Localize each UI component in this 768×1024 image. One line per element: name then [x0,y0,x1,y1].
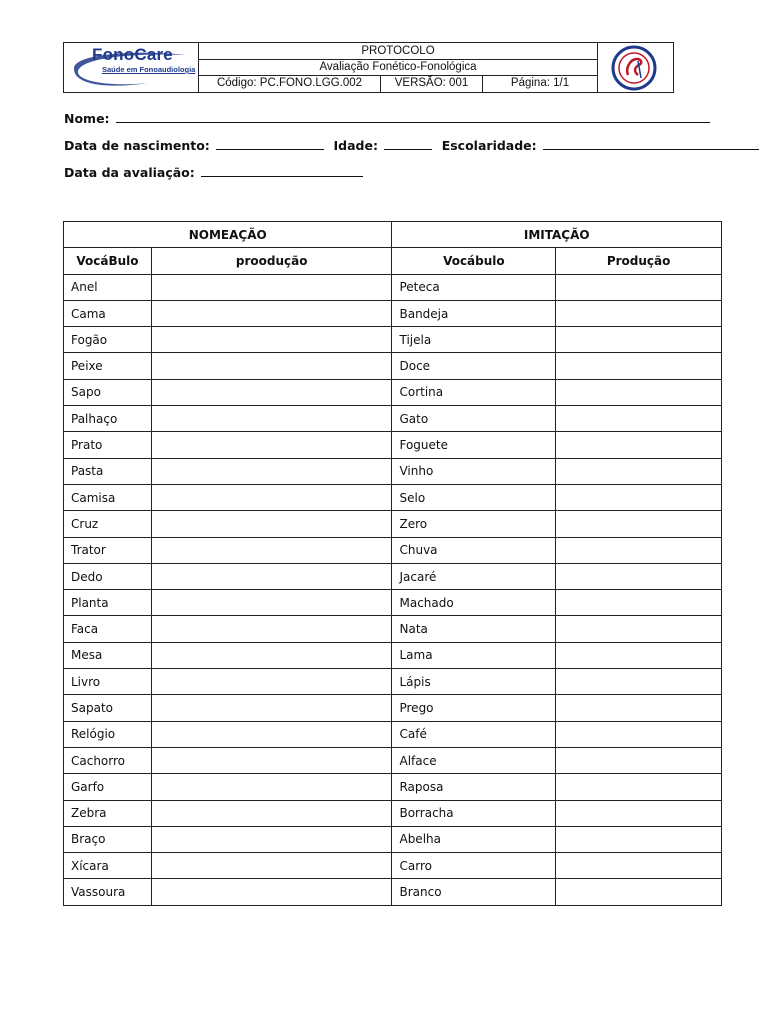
vocabulo-left-cell: Relógio [64,721,152,747]
column-header-row [64,248,722,274]
vocabulo-right-cell: Gato [392,406,556,432]
vocabulo-right-cell: Vinho [392,458,556,484]
vocabulo-left-cell: Fogão [64,327,152,353]
producao-left-cell[interactable] [151,300,392,326]
vocabulo-left-cell: Cruz [64,511,152,537]
vocabulo-left-cell: Palhaço [64,406,152,432]
vocabulo-right-cell: Lápis [392,669,556,695]
producao-right-cell[interactable] [556,379,722,405]
col-header-producao-left: proodução [151,248,392,274]
table-row [64,616,722,642]
protocol-code: Código: PC.FONO.LGG.002 [199,75,381,92]
vocabulo-right-cell: Peteca [392,274,556,300]
producao-right-cell[interactable] [556,879,722,905]
vocabulo-right-cell: Chuva [392,537,556,563]
table-row [64,853,722,879]
birth-row [64,138,759,153]
nascimento-input-line[interactable] [216,138,324,150]
vocabulo-right-cell: Selo [392,484,556,510]
vocabulo-left-cell: Anel [64,274,152,300]
producao-left-cell[interactable] [151,853,392,879]
protocol-page: Página: 1/1 [510,77,570,89]
producao-right-cell[interactable] [556,353,722,379]
table-row [64,747,722,773]
producao-left-cell[interactable] [151,695,392,721]
table-row [64,432,722,458]
escolaridade-label: Escolaridade: [441,138,537,153]
producao-right-cell[interactable] [556,327,722,353]
producao-right-cell[interactable] [556,721,722,747]
vocabulo-left-cell: Xícara [64,853,152,879]
table-row [64,537,722,563]
vocabulo-left-cell: Prato [64,432,152,458]
producao-right-cell[interactable] [556,853,722,879]
table-row [64,484,722,510]
table-row [64,327,722,353]
avaliacao-field [64,165,363,180]
table-row [64,379,722,405]
vocabulo-left-cell: Faca [64,616,152,642]
vocabulo-right-cell: Alface [392,747,556,773]
producao-left-cell[interactable] [151,747,392,773]
vocabulo-right-cell: Foguete [392,432,556,458]
vocabulo-left-cell: Cachorro [64,747,152,773]
col-header-vocabulo-left: VocáBulo [64,248,152,274]
producao-right-cell[interactable] [556,537,722,563]
producao-left-cell[interactable] [151,432,392,458]
vocabulo-right-cell: Nata [392,616,556,642]
producao-left-cell[interactable] [151,353,392,379]
vocabulo-left-cell: Braço [64,826,152,852]
vocabulo-right-cell: Branco [392,879,556,905]
producao-right-cell[interactable] [556,432,722,458]
table-row [64,879,722,905]
nome-input-line[interactable] [116,111,710,123]
producao-left-cell[interactable] [151,537,392,563]
vocabulo-left-cell: Camisa [64,484,152,510]
group-imitacao: IMITAÇÃO [392,222,722,248]
producao-right-cell[interactable] [556,511,722,537]
vocabulo-right-cell: Abelha [392,826,556,852]
producao-right-cell[interactable] [556,616,722,642]
idade-label: Idade: [333,138,378,153]
producao-right-cell[interactable] [556,695,722,721]
protocol-meta-row [199,75,597,92]
vocabulo-right-cell: Café [392,721,556,747]
producao-right-cell[interactable] [556,590,722,616]
vocabulo-right-cell: Machado [392,590,556,616]
table-row [64,458,722,484]
vocabulo-left-cell: Pasta [64,458,152,484]
vocabulo-right-cell: Carro [392,853,556,879]
table-row [64,721,722,747]
producao-left-cell[interactable] [151,327,392,353]
producao-right-cell[interactable] [556,300,722,326]
producao-left-cell[interactable] [151,800,392,826]
producao-right-cell[interactable] [556,274,722,300]
producao-left-cell[interactable] [151,879,392,905]
nascimento-label: Data de nascimento: [64,138,210,153]
table-row [64,274,722,300]
producao-left-cell[interactable] [151,774,392,800]
producao-left-cell[interactable] [151,616,392,642]
group-header-row [64,222,722,248]
producao-right-cell[interactable] [556,642,722,668]
producao-left-cell[interactable] [151,669,392,695]
producao-right-cell[interactable] [556,669,722,695]
producao-right-cell[interactable] [556,484,722,510]
vocabulo-left-cell: Zebra [64,800,152,826]
producao-left-cell[interactable] [151,642,392,668]
protocol-subtitle: Avaliação Fonético-Fonológica [199,59,597,76]
vocabulo-left-cell: Dedo [64,563,152,589]
protocol-title: PROTOCOLO [199,43,597,60]
fonocare-logo [64,43,198,92]
evaluation-table [63,221,722,906]
vocabulo-left-cell: Trator [64,537,152,563]
logo-tagline: Saúde em Fonoaudiologia [102,65,196,74]
table-row [64,300,722,326]
table-row [64,406,722,432]
col-header-vocabulo-right: Vocábulo [392,248,556,274]
vocabulo-left-cell: Garfo [64,774,152,800]
producao-right-cell[interactable] [556,826,722,852]
producao-right-cell[interactable] [556,458,722,484]
logo-brand: FonoCare [92,45,173,64]
producao-left-cell[interactable] [151,379,392,405]
producao-left-cell[interactable] [151,458,392,484]
vocabulo-left-cell: Sapo [64,379,152,405]
table-row [64,669,722,695]
table-row [64,642,722,668]
producao-right-cell[interactable] [556,800,722,826]
vocabulo-right-cell: Jacaré [392,563,556,589]
vocabulo-right-cell: Borracha [392,800,556,826]
nome-label: Nome: [64,111,110,126]
group-nomeacao: NOMEAÇÃO [64,222,392,248]
vocabulo-left-cell: Sapato [64,695,152,721]
vocabulo-right-cell: Bandeja [392,300,556,326]
idade-input-line[interactable] [384,138,432,150]
nome-field [64,111,710,126]
producao-right-cell[interactable] [556,563,722,589]
vocabulo-left-cell: Vassoura [64,879,152,905]
producao-left-cell[interactable] [151,826,392,852]
producao-left-cell[interactable] [151,590,392,616]
vocabulo-right-cell: Zero [392,511,556,537]
institution-seal [597,43,673,92]
table-row [64,353,722,379]
producao-right-cell[interactable] [556,774,722,800]
table-row [64,695,722,721]
table-row [64,826,722,852]
table-row [64,511,722,537]
vocabulo-right-cell: Raposa [392,774,556,800]
vocabulo-left-cell: Peixe [64,353,152,379]
protocol-version: VERSÃO: 001 [381,75,483,92]
table-row [64,800,722,826]
producao-left-cell[interactable] [151,563,392,589]
producao-right-cell[interactable] [556,747,722,773]
vocabulo-right-cell: Cortina [392,379,556,405]
vocabulo-left-cell: Mesa [64,642,152,668]
seal-icon [611,45,657,91]
document-header [63,42,674,93]
vocabulo-right-cell: Lama [392,642,556,668]
producao-left-cell[interactable] [151,484,392,510]
vocabulo-right-cell: Prego [392,695,556,721]
producao-right-cell[interactable] [556,406,722,432]
table-row [64,774,722,800]
vocabulo-left-cell: Livro [64,669,152,695]
table-row [64,563,722,589]
producao-left-cell[interactable] [151,406,392,432]
vocabulo-left-cell: Cama [64,300,152,326]
vocabulo-right-cell: Doce [392,353,556,379]
producao-left-cell[interactable] [151,511,392,537]
col-header-producao-right: Produção [556,248,722,274]
producao-left-cell[interactable] [151,721,392,747]
producao-left-cell[interactable] [151,274,392,300]
header-info [198,43,598,92]
escolaridade-input-line[interactable] [543,138,759,150]
vocabulo-right-cell: Tijela [392,327,556,353]
avaliacao-label: Data da avaliação: [64,165,195,180]
table-row [64,590,722,616]
avaliacao-input-line[interactable] [201,165,363,177]
vocabulo-left-cell: Planta [64,590,152,616]
